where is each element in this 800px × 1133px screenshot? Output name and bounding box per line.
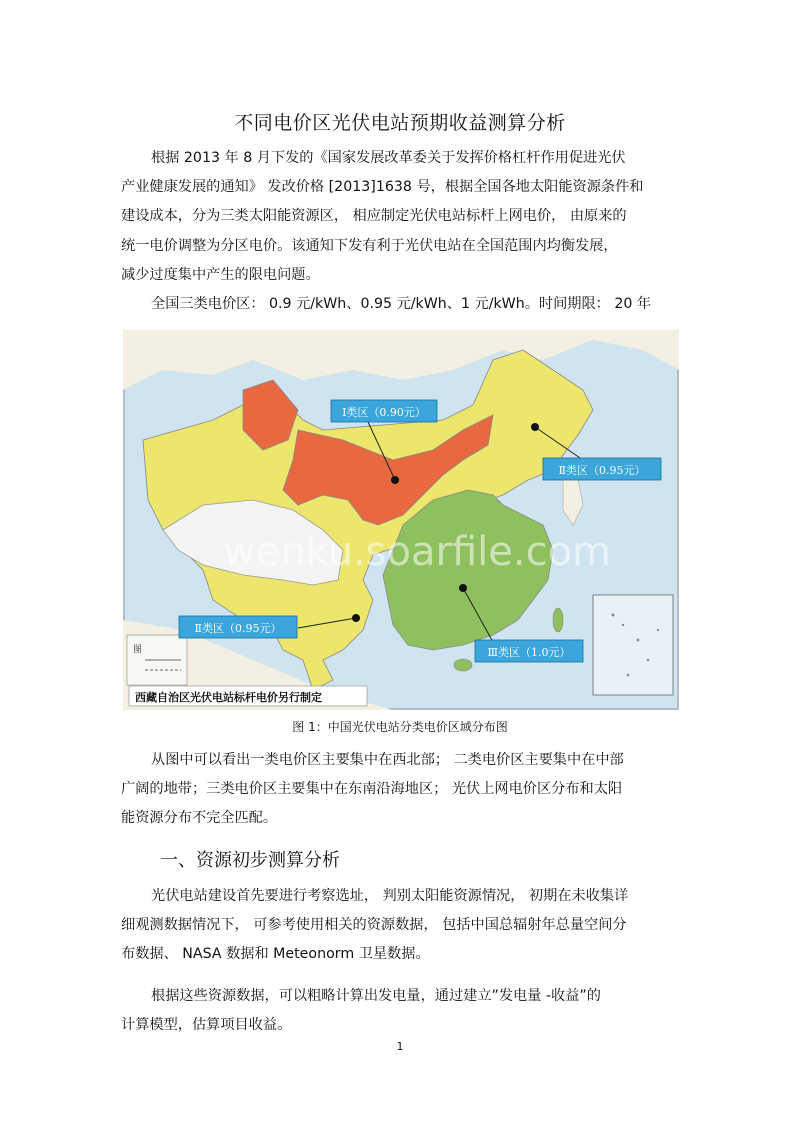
hainan-island xyxy=(454,659,472,671)
price-line: 全国三类电价区： 0.9 元/kWh、0.95 元/kWh、1 元/kWh。时间期限： 20 年 xyxy=(151,296,652,313)
zone2-south-dot xyxy=(352,614,360,622)
zone2-south-label: Ⅱ类区（0.95元） xyxy=(194,622,282,635)
china-price-zone-map xyxy=(123,330,679,710)
legend-title: 图 xyxy=(133,645,143,655)
section1-paragraph-1 xyxy=(121,882,681,970)
zone1-label: Ⅰ类区（0.90元） xyxy=(342,406,426,419)
intro-line: 建设成本，分为三类太阳能资源区， 相应制定光伏电站标杆上网电价， 由原来的 xyxy=(121,208,627,225)
page-number: 1 xyxy=(396,1040,404,1053)
intro-line: 减少过度集中产生的限电问题。 xyxy=(121,266,320,283)
intro-line: 统一电价调整为分区电价。该通知下发有利于光伏电站在全国范围内均衡发展， xyxy=(121,237,618,254)
section1-line: 根据这些资源数据，可以粗略计算出发电量，通过建立”发电量 -收益”的 xyxy=(151,988,601,1004)
section1-line: 计算模型，估算项目收益。 xyxy=(121,1017,292,1034)
analysis-line: 广阔的地带；三类电价区主要集中在东南沿海地区； 光伏上网电价区分布和太阳 xyxy=(121,781,623,798)
intro-line: 根据 2013 年 8 月下发的《国家发展改革委关于发挥价格杠杆作用促进光伏 xyxy=(151,150,626,166)
section1-line: 布数据、 NASA 数据和 Meteonorm 卫星数据。 xyxy=(121,946,430,963)
south-sea-inset xyxy=(593,595,673,695)
section1-line: 细观测数据情况下， 可参考使用相关的资源数据， 包括中国总辐射年总量空间分 xyxy=(121,917,627,934)
figure-caption: 图 1：中国光伏电站分类电价区域分布图 xyxy=(292,720,508,734)
zone2-north-dot xyxy=(531,423,539,431)
tibet-note: 西藏自治区光伏电站标杆电价另行制定 xyxy=(135,691,322,704)
zone1-dot xyxy=(391,476,399,484)
analysis-line: 能资源分布不完全匹配。 xyxy=(121,810,278,827)
taiwan-island xyxy=(553,608,563,632)
section-heading: 一、资源初步测算分析 xyxy=(160,850,340,871)
zone2-north-label: Ⅱ类区（0.95元） xyxy=(558,464,646,477)
section1-paragraph-2 xyxy=(121,982,681,1040)
section1-line: 光伏电站建设首先要进行考察选址， 判别太阳能资源情况， 初期在未收集详 xyxy=(151,888,629,904)
page-title: 不同电价区光伏电站预期收益测算分析 xyxy=(234,112,566,134)
zone3-dot xyxy=(459,584,467,592)
watermark: wenku.soarfile.com xyxy=(223,529,612,575)
analysis-paragraph xyxy=(121,746,681,834)
analysis-line: 从图中可以看出一类电价区主要集中在西北部； 二类电价区主要集中在中部 xyxy=(151,752,624,768)
zone3-label: Ⅲ类区（1.0元） xyxy=(487,646,571,659)
intro-line: 产业健康发展的通知》 发改价格 [2013]1638 号，根据全国各地太阳能资源条件和 xyxy=(121,179,644,196)
intro-paragraph xyxy=(121,144,681,319)
